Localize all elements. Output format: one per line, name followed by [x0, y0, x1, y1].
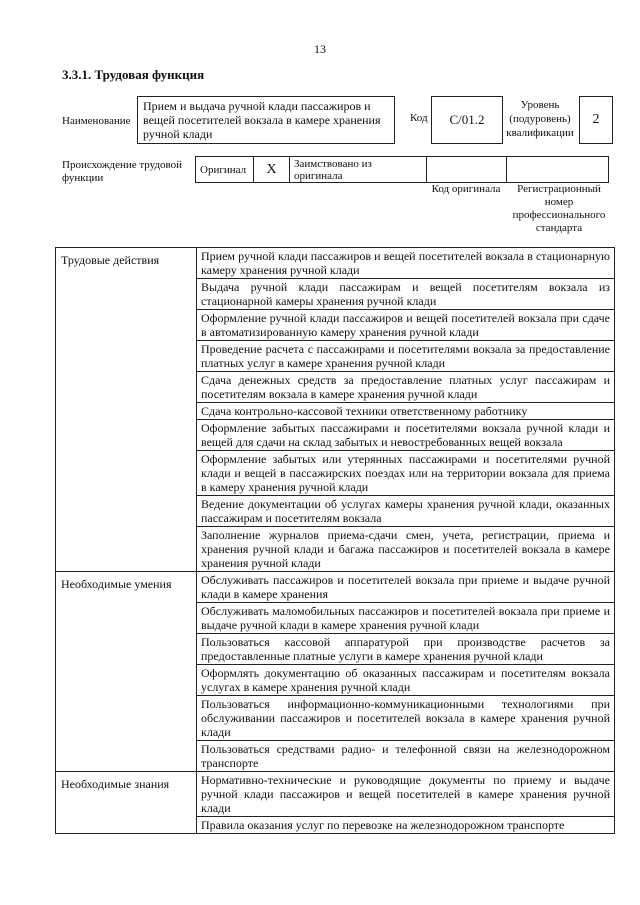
section-item: Оформление забытых пассажирами и посетителями вокзала ручной клади и вещей для сдачи на склад забытых и невостребованных вещей вокзала: [197, 420, 615, 451]
registration-number-cell: [507, 157, 609, 183]
section-item: Обслуживать пассажиров и посетителей вокзала при приеме и выдаче ручной клади в камере хранения: [197, 572, 615, 603]
function-details-table: [55, 247, 615, 834]
section-item: Проведение расчета с пассажирами и посетителями вокзала за предоставление платных услуг в камере хранения ручной клади: [197, 341, 615, 372]
section-item: Оформлять документацию об оказанных пассажирам и посетителям вокзала услугах в камере хранения ручной клади: [197, 665, 615, 696]
origin-table: [195, 156, 609, 183]
section-item: Оформление забытых или утерянных пассажирами и посетителями ручной клади и вещей в пассажирских поездах или на территории вокзала для приема в камеру хранения ручной клади: [197, 451, 615, 496]
section-item: Обслуживать маломобильных пассажиров и посетителей вокзала при приеме и выдаче ручной клади в камере хранения ручной клади: [197, 603, 615, 634]
section-item: Нормативно-технические и руководящие документы по приему и выдаче ручной клади пассажиров и вещей посетителей в камере хранения ручной клади: [197, 772, 615, 817]
section-item: Сдача контрольно-кассовой техники ответственному работнику: [197, 403, 615, 420]
origin-label: Происхождение трудовой функции: [62, 159, 183, 184]
function-name-box: [137, 96, 395, 144]
level-value: 2: [592, 112, 600, 127]
section-category: Необходимые знания: [56, 772, 197, 834]
original-label: Оригинал: [196, 157, 254, 183]
section-category: Необходимые умения: [56, 572, 197, 772]
table-row: [56, 248, 615, 279]
borrowed-label: Заимствовано из оригинала: [290, 157, 427, 183]
section-item: Пользоваться информационно-коммуникационными технологиями при обслуживании пассажиров и посетителей вокзала в камере хранения ручной клади: [197, 696, 615, 741]
table-row: [56, 572, 615, 603]
section-item: Оформление ручной клади пассажиров и вещей посетителей вокзала при сдаче в автоматизированную камеру хранения ручной клади: [197, 310, 615, 341]
name-label: Наименование: [62, 115, 131, 127]
section-item: Пользоваться кассовой аппаратурой при производстве расчетов за предоставленные платные услуги в камере хранения ручной клади: [197, 634, 615, 665]
code-value: C/01.2: [449, 112, 485, 127]
section-item: Ведение документации об услугах камеры хранения ручной клади, оказанных пассажирам и посетителям вокзала: [197, 496, 615, 527]
section-item: Заполнение журналов приема-сдачи смен, учета, регистрации, приема и хранения ручной клади и багажа пассажиров и посетителей вокзала в камере хранения ручной клади: [197, 527, 615, 572]
section-item: Правила оказания услуг по перевозке на железнодорожном транспорте: [197, 817, 615, 834]
section-item: Сдача денежных средств за предоставление платных услуг пассажирам и посетителям вокзала в камере хранения ручной клади: [197, 372, 615, 403]
code-label: Код: [410, 112, 428, 124]
section-item: Пользоваться средствами радио- и телефонной связи на железнодорожном транспорте: [197, 741, 615, 772]
table-row: [56, 772, 615, 817]
function-name-value: Прием и выдача ручной клади пассажиров и вещей посетителей вокзала в камере хранения ручной клади: [143, 99, 381, 141]
section-title: 3.3.1. Трудовая функция: [62, 67, 205, 82]
original-mark: X: [254, 157, 290, 183]
original-code-cell: [427, 157, 507, 183]
level-label: Уровень (подуровень) квалификации: [506, 99, 574, 139]
section-item: Прием ручной клади пассажиров и вещей посетителей вокзала в стационарную камеру хранения ручной клади: [197, 248, 615, 279]
code-box: [431, 96, 503, 144]
reg-caption: Регистрационный номер профессионального стандарта: [512, 183, 606, 234]
section-category: Трудовые действия: [56, 248, 197, 572]
page-number: 13: [314, 42, 326, 56]
section-item: Выдача ручной клади пассажирам и вещей посетителям вокзала из стационарной камеры хранения ручной клади: [197, 279, 615, 310]
level-box: [579, 96, 613, 144]
code-caption: Код оригинала: [431, 183, 501, 195]
